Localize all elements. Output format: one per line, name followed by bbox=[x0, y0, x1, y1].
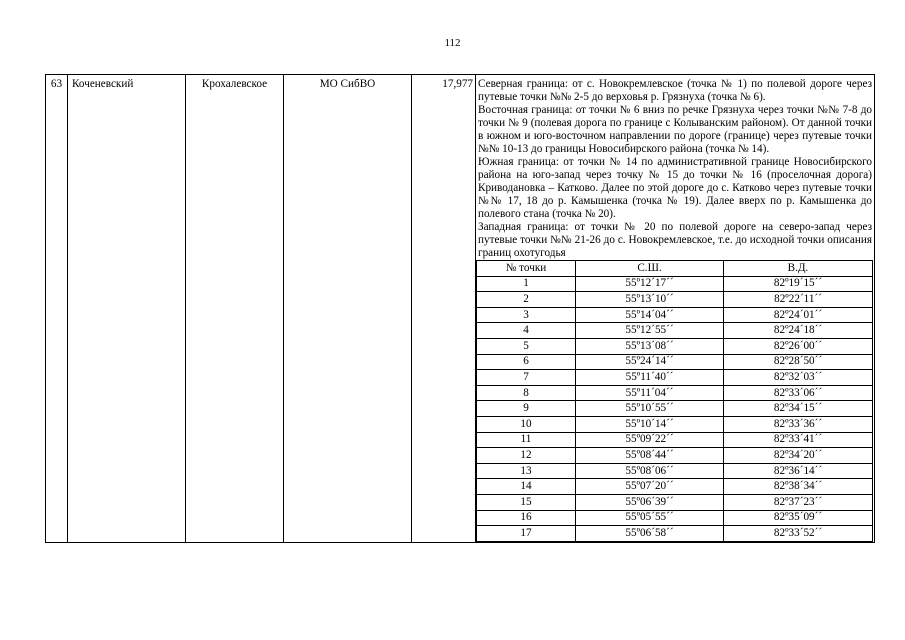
point-number-header: № точки bbox=[477, 261, 576, 277]
table-row bbox=[477, 494, 873, 510]
point-number: 16 bbox=[477, 510, 576, 526]
boundary-description-cell bbox=[476, 75, 875, 543]
latitude: 55º13´08´´ bbox=[576, 338, 724, 354]
longitude: 82º36´14´´ bbox=[724, 463, 873, 479]
latitude: 55º08´06´´ bbox=[576, 463, 724, 479]
longitude: 82º33´52´´ bbox=[724, 526, 873, 542]
east-boundary-text: Восточная граница: от точки № 6 вниз по речке Грязнуха через точки №№ 7-8 до точки № 9 (полевая дорога по границе с Колыванским районом). От данной точки в южном и юго-восточном направлении по дороге (границе) через путевые точки №№ 10-13 до границы Новосибирского района (точка № 14). bbox=[478, 104, 872, 155]
boundary-description bbox=[476, 75, 874, 260]
longitude: 82º37´23´´ bbox=[724, 494, 873, 510]
west-boundary-text: Западная граница: от точки № 20 по полевой дороге на северо-запад через путевые точки №№ 21-26 до с. Новокремлевское, т.е. до исходной точки описания границ охотугодья bbox=[478, 221, 872, 259]
latitude: 55º24´14´´ bbox=[576, 354, 724, 370]
latitude: 55º09´22´´ bbox=[576, 432, 724, 448]
latitude: 55º06´58´´ bbox=[576, 526, 724, 542]
table-row bbox=[477, 432, 873, 448]
point-number: 1 bbox=[477, 276, 576, 292]
longitude: 82º24´01´´ bbox=[724, 307, 873, 323]
latitude: 55º14´04´´ bbox=[576, 307, 724, 323]
latitude: 55º12´17´´ bbox=[576, 276, 724, 292]
point-number: 2 bbox=[477, 292, 576, 308]
latitude: 55º10´55´´ bbox=[576, 401, 724, 417]
table-row bbox=[477, 463, 873, 479]
point-number: 6 bbox=[477, 354, 576, 370]
table-row bbox=[477, 526, 873, 542]
longitude: 82º34´20´´ bbox=[724, 448, 873, 464]
organization-name: МО СибВО bbox=[284, 75, 412, 543]
longitude: 82º33´41´´ bbox=[724, 432, 873, 448]
page-number: 112 bbox=[444, 37, 461, 49]
latitude: 55º06´39´´ bbox=[576, 494, 724, 510]
longitude-header: В.Д. bbox=[724, 261, 873, 277]
table-row bbox=[477, 307, 873, 323]
district-name: Коченевский bbox=[68, 75, 186, 543]
table-row bbox=[477, 323, 873, 339]
point-number: 11 bbox=[477, 432, 576, 448]
coordinates-header-row bbox=[477, 261, 873, 277]
point-number: 17 bbox=[477, 526, 576, 542]
longitude: 82º28´50´´ bbox=[724, 354, 873, 370]
longitude: 82º38´34´´ bbox=[724, 479, 873, 495]
point-number: 3 bbox=[477, 307, 576, 323]
boundaries-table bbox=[45, 74, 875, 543]
latitude: 55º13´10´´ bbox=[576, 292, 724, 308]
latitude-header: С.Ш. bbox=[576, 261, 724, 277]
table-row bbox=[477, 354, 873, 370]
latitude: 55º07´20´´ bbox=[576, 479, 724, 495]
latitude: 55º08´44´´ bbox=[576, 448, 724, 464]
table-row bbox=[477, 448, 873, 464]
longitude: 82º33´06´´ bbox=[724, 385, 873, 401]
table-row bbox=[46, 75, 875, 543]
table-row bbox=[477, 276, 873, 292]
table-row bbox=[477, 401, 873, 417]
table-row bbox=[477, 385, 873, 401]
point-number: 9 bbox=[477, 401, 576, 417]
latitude: 55º10´14´´ bbox=[576, 416, 724, 432]
longitude: 82º26´00´´ bbox=[724, 338, 873, 354]
table-row bbox=[477, 338, 873, 354]
point-number: 15 bbox=[477, 494, 576, 510]
latitude: 55º11´40´´ bbox=[576, 370, 724, 386]
north-boundary-text: Северная граница: от с. Новокремлевское (точка № 1) по полевой дороге через путевые точки №№ 2-5 до верховья р. Грязнуха (точка № 6). bbox=[478, 78, 872, 103]
table-row bbox=[477, 370, 873, 386]
latitude: 55º11´04´´ bbox=[576, 385, 724, 401]
point-number: 5 bbox=[477, 338, 576, 354]
point-number: 10 bbox=[477, 416, 576, 432]
table-row bbox=[477, 510, 873, 526]
longitude: 82º34´15´´ bbox=[724, 401, 873, 417]
longitude: 82º22´11´´ bbox=[724, 292, 873, 308]
table-row bbox=[477, 292, 873, 308]
longitude: 82º35´09´´ bbox=[724, 510, 873, 526]
longitude: 82º19´15´´ bbox=[724, 276, 873, 292]
point-number: 8 bbox=[477, 385, 576, 401]
point-number: 13 bbox=[477, 463, 576, 479]
table-row bbox=[477, 416, 873, 432]
longitude: 82º33´36´´ bbox=[724, 416, 873, 432]
point-number: 14 bbox=[477, 479, 576, 495]
point-number: 4 bbox=[477, 323, 576, 339]
row-number: 63 bbox=[46, 75, 68, 543]
point-number: 7 bbox=[477, 370, 576, 386]
longitude: 82º32´03´´ bbox=[724, 370, 873, 386]
hunting-area-name: Крохалевское bbox=[186, 75, 284, 543]
table-row bbox=[477, 479, 873, 495]
latitude: 55º12´55´´ bbox=[576, 323, 724, 339]
longitude: 82º24´18´´ bbox=[724, 323, 873, 339]
latitude: 55º05´55´´ bbox=[576, 510, 724, 526]
area-size: 17,977 bbox=[412, 75, 476, 543]
point-number: 12 bbox=[477, 448, 576, 464]
south-boundary-text: Южная граница: от точки № 14 по административной границе Новосибирского района на юго-запад через точку № 15 до точки № 16 (проселочная дорога) Криводановка – Катково. Далее по этой дороге до с. Катково через путевые точки №№ 17, 18 до р. Камышенка (точка № 19). Далее вверх по р. Камышенка до полевого стана (точка № 20). bbox=[478, 156, 872, 220]
coordinates-table bbox=[476, 260, 873, 542]
